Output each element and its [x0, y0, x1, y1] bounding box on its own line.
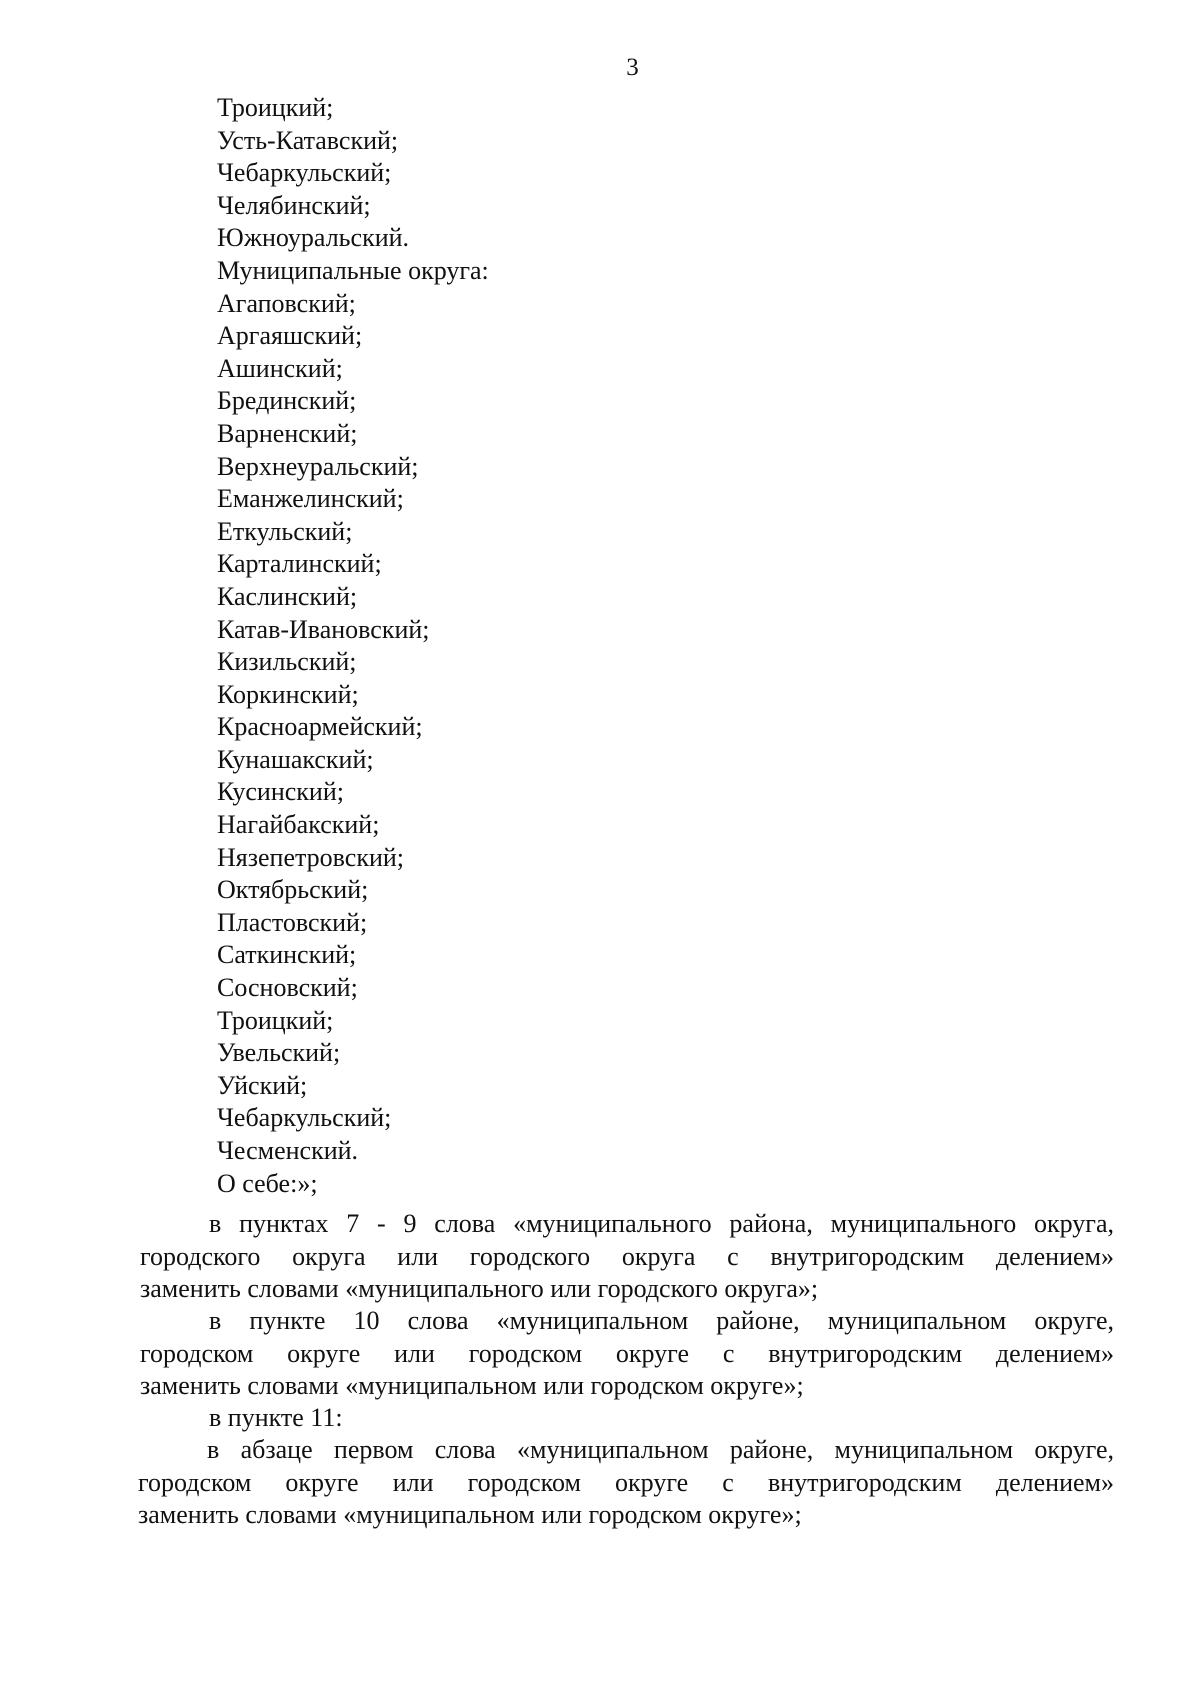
- paragraph-first-abzac: [138, 1434, 1114, 1532]
- list-item: О себе:»;: [217, 1168, 318, 1198]
- paragraph-point-11-intro: [209, 1402, 343, 1435]
- paragraph-point-10: [140, 1305, 1114, 1403]
- list-item: Катав-Ивановский;: [217, 614, 430, 644]
- list-item: Октябрьский;: [217, 875, 369, 905]
- list-item: Аргаяшский;: [217, 321, 363, 351]
- list-item: Коркинский;: [217, 679, 359, 709]
- list-item: Сосновский;: [217, 973, 358, 1003]
- list-item: Еманжелинский;: [217, 484, 404, 514]
- list-item: Пластовский;: [217, 907, 368, 937]
- list-item: Ашинский;: [217, 353, 343, 383]
- list-item: Нязепетровский;: [217, 842, 405, 872]
- list-item: Чебаркульский;: [217, 1103, 392, 1133]
- list-item: Брединский;: [217, 386, 357, 416]
- list-item: Увельский;: [217, 1038, 341, 1068]
- list-item: Карталинский;: [217, 549, 382, 579]
- municipality-list: [217, 92, 489, 1200]
- list-item: Еткульский;: [217, 516, 353, 546]
- list-item: Чесменский.: [217, 1136, 359, 1165]
- list-item: Агаповский;: [217, 288, 356, 318]
- section-heading: Муниципальные округа:: [217, 255, 489, 285]
- paragraph-line: городском округе или городском округе с внутригородским делением»: [140, 1338, 1114, 1368]
- list-item: Кизильский;: [217, 647, 357, 677]
- list-item: Чебаркульский;: [217, 158, 392, 188]
- paragraph-line: заменить словами «муниципального или городского округа»;: [140, 1274, 819, 1303]
- list-item: Челябинский;: [217, 190, 371, 220]
- list-item: Нагайбакский;: [217, 810, 380, 840]
- list-item: Варненский;: [217, 418, 358, 448]
- paragraph-line: заменить словами «муниципальном или городском округе»;: [138, 1500, 802, 1529]
- list-item: Кусинский;: [217, 777, 344, 807]
- list-item: Усть-Катавский;: [217, 125, 399, 155]
- paragraph-line: в пункте 10 слова «муниципальном районе, муниципальном округе,: [209, 1306, 1114, 1335]
- paragraph-line: в абзаце первом слова «муниципальном районе, муниципальном округе,: [207, 1435, 1114, 1464]
- page-number: 3: [626, 54, 639, 81]
- list-item: Кунашакский;: [217, 744, 374, 774]
- paragraph-line: в пункте 11:: [209, 1403, 343, 1432]
- list-item: Красноармейский;: [217, 712, 423, 742]
- paragraph-points-7-9: [140, 1208, 1114, 1306]
- list-item: Троицкий;: [217, 93, 334, 122]
- list-item: Уйский;: [217, 1070, 308, 1100]
- list-item: Троицкий;: [217, 1005, 334, 1035]
- paragraph-line: заменить словами «муниципальном или городском округе»;: [140, 1371, 804, 1400]
- list-item: Южноуральский.: [217, 223, 410, 253]
- paragraph-line: городского округа или городского округа с внутригородским делением»: [140, 1241, 1114, 1271]
- list-item: Саткинский;: [217, 940, 357, 970]
- list-item: Каслинский;: [217, 581, 358, 611]
- paragraph-line: в пунктах 7 - 9 слова «муниципального района, муниципального округа,: [209, 1209, 1114, 1238]
- paragraph-line: городском округе или городском округе с внутригородским делением»: [138, 1467, 1114, 1497]
- list-item: Верхнеуральский;: [217, 451, 419, 481]
